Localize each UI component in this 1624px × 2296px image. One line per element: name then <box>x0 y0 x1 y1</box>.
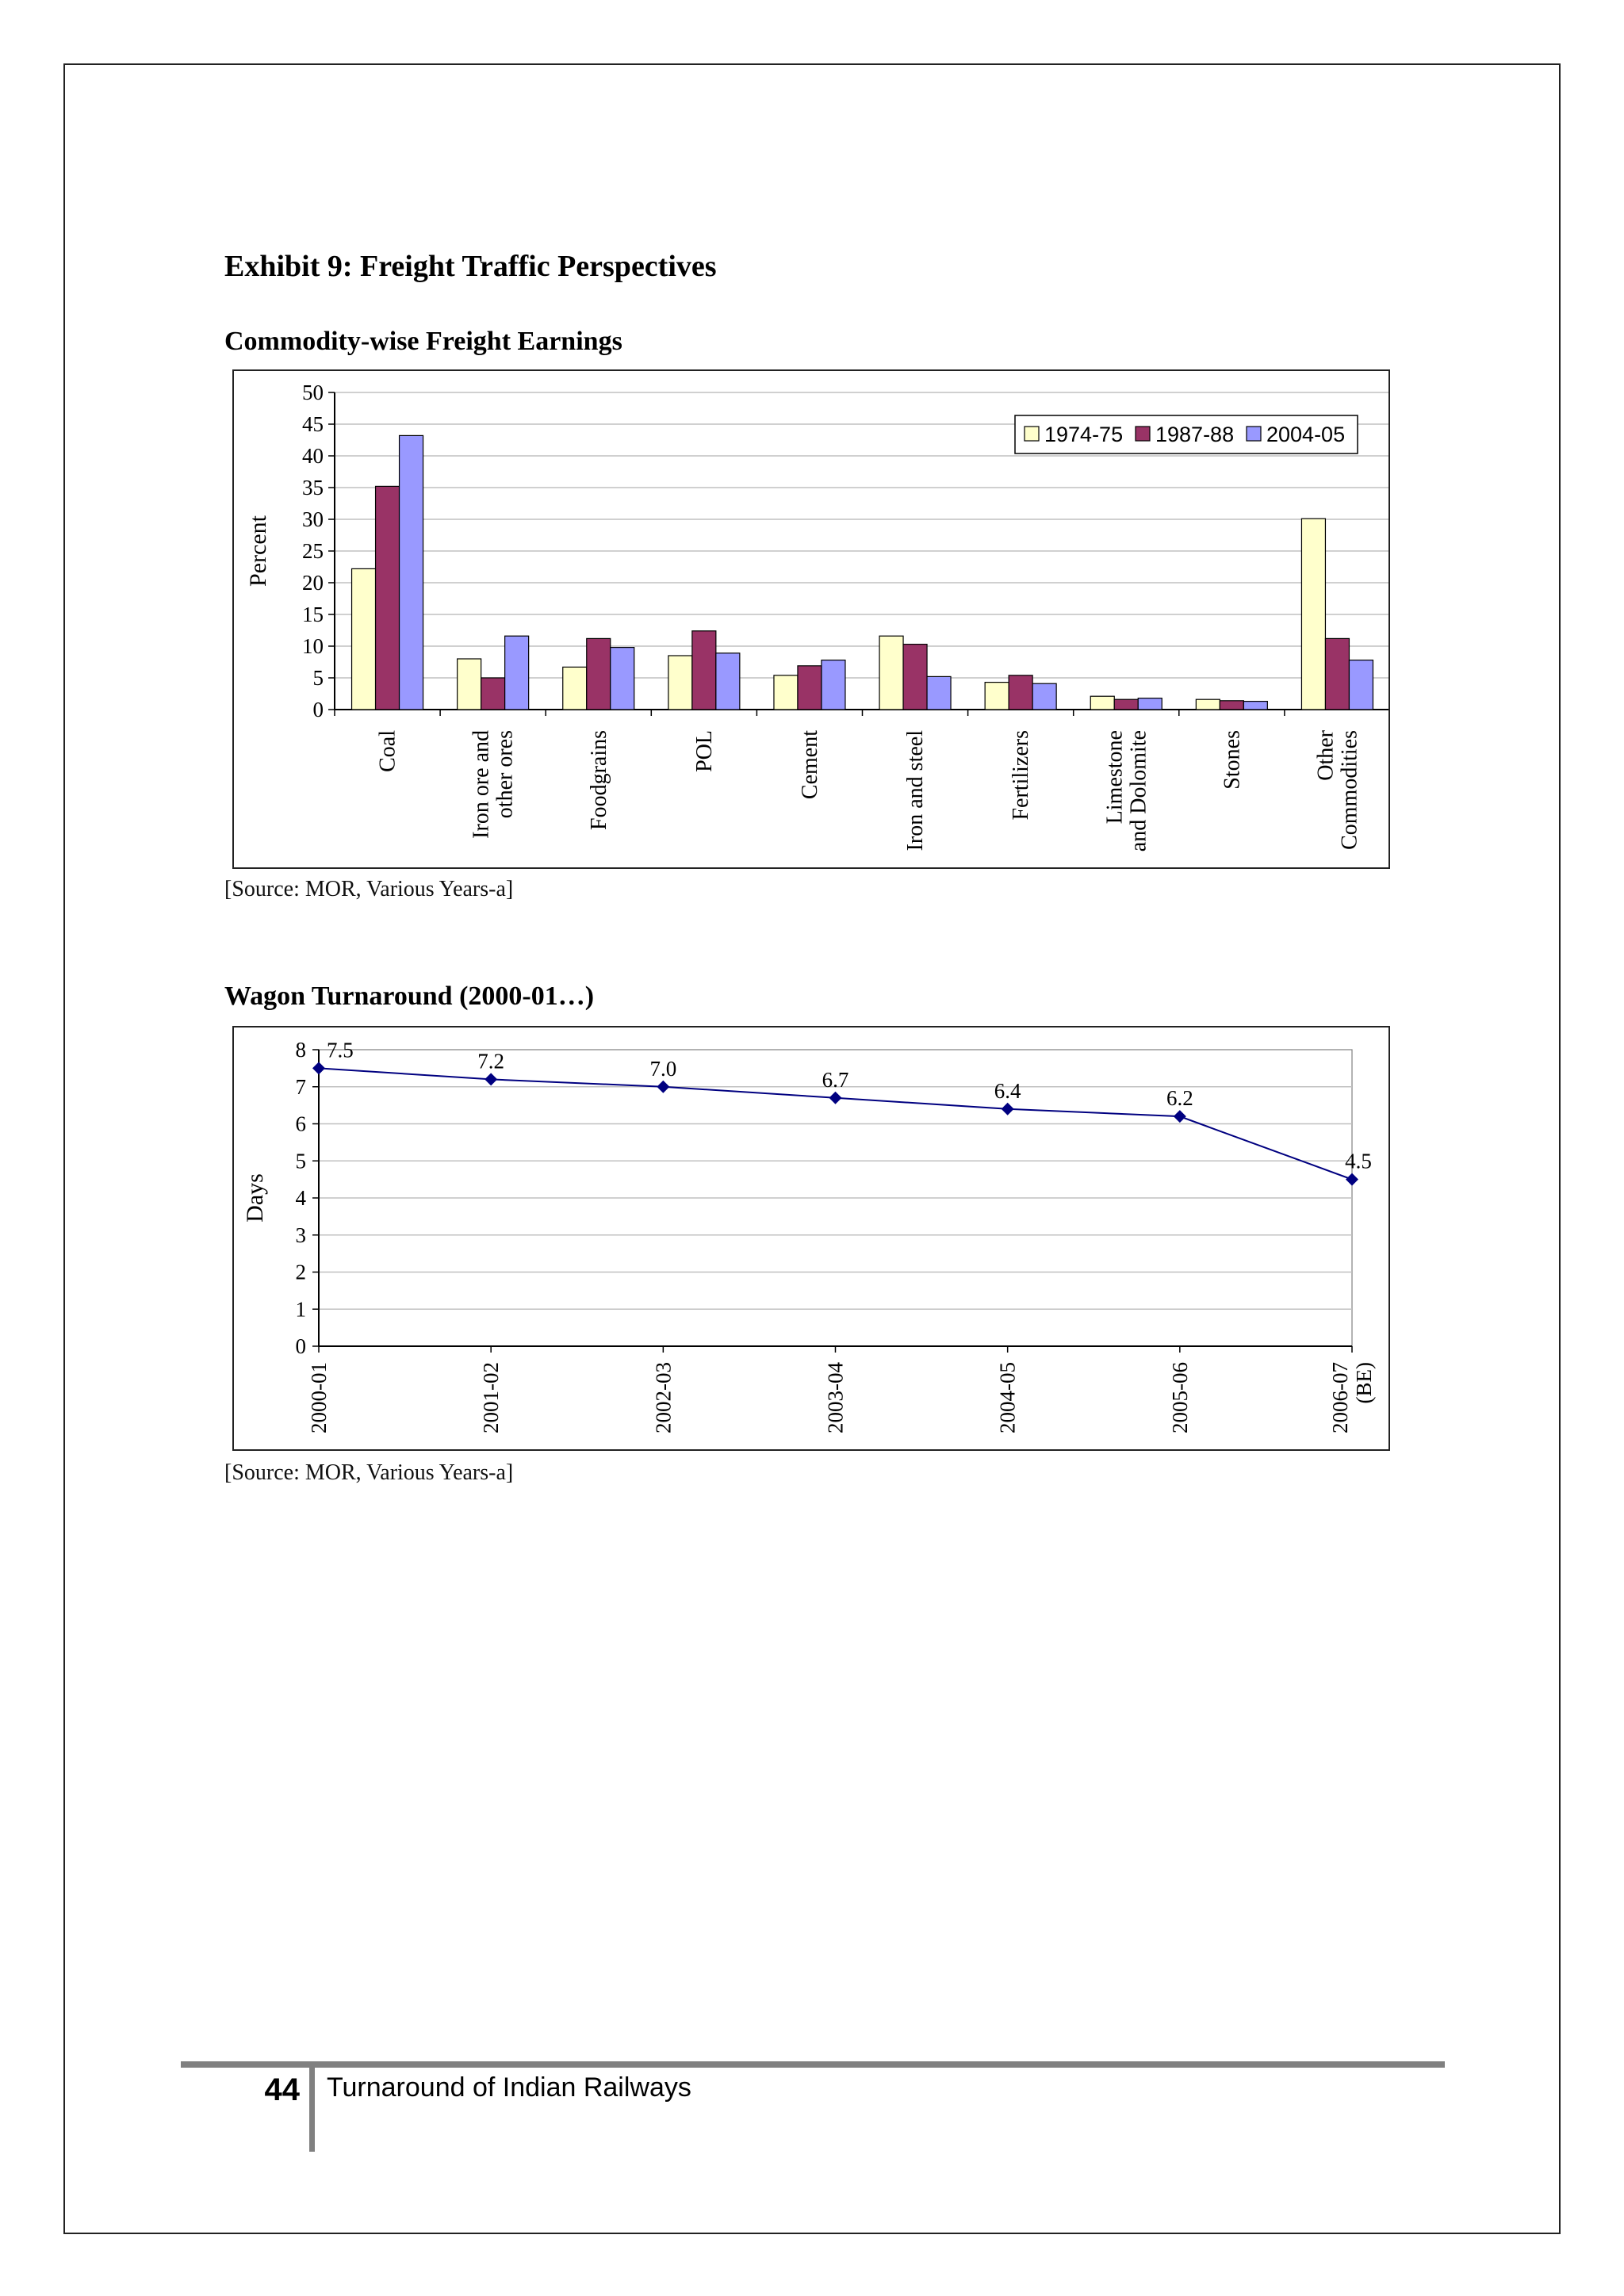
bar-category-label: Iron ore andother ores <box>469 730 518 839</box>
line-x-tick-label: 2004-05 <box>995 1362 1020 1433</box>
line-chart-source: [Source: MOR, Various Years-a] <box>224 1460 514 1485</box>
line-x-tick-label: 2001-02 <box>479 1362 504 1433</box>
line-y-tick-label: 7 <box>295 1074 306 1099</box>
bar-y-tick-label: 50 <box>302 381 324 404</box>
bar <box>692 631 716 710</box>
bar <box>352 568 376 710</box>
line-data-label: 6.2 <box>1166 1086 1193 1111</box>
bar-legend-label: 1987-88 <box>1155 423 1235 446</box>
bar-y-tick-label: 35 <box>302 476 324 499</box>
line-data-label: 6.7 <box>822 1067 849 1092</box>
bar <box>798 666 822 710</box>
bar-y-tick-label: 40 <box>302 444 324 468</box>
exhibit-title: Exhibit 9: Freight Traffic Perspectives <box>224 250 717 283</box>
bar-chart-title: Commodity-wise Freight Earnings <box>224 327 622 356</box>
bar <box>1009 675 1032 710</box>
line-data-label: 7.0 <box>649 1056 677 1081</box>
bar <box>927 676 951 710</box>
line-y-tick-label: 0 <box>295 1334 306 1358</box>
bar <box>587 638 611 710</box>
bar <box>1243 702 1267 710</box>
bar-category-label: Fertilizers <box>1009 730 1034 821</box>
bar-category-label: Coal <box>375 730 400 772</box>
bar <box>903 645 927 710</box>
bar-y-tick-label: 30 <box>302 507 324 531</box>
line-y-tick-label: 4 <box>295 1186 306 1210</box>
bar-y-tick-label: 0 <box>312 698 324 721</box>
line-x-tick-label: 2006-07(BE) <box>1328 1362 1376 1433</box>
bar-y-tick-label: 10 <box>302 634 324 658</box>
bar <box>611 648 634 710</box>
bar <box>458 659 481 710</box>
bar-y-tick-label: 25 <box>302 539 324 563</box>
line-chart <box>234 1027 1388 1449</box>
bar-chart-box <box>232 369 1390 869</box>
bar <box>376 486 400 710</box>
bar <box>563 667 587 710</box>
line-y-tick-label: 6 <box>295 1112 306 1136</box>
bar <box>1325 638 1349 710</box>
bar <box>1349 660 1373 710</box>
line-data-label: 4.5 <box>1345 1149 1372 1173</box>
bar <box>1032 683 1056 710</box>
page-number: 44 <box>264 2072 300 2107</box>
line-y-tick-label: 5 <box>295 1149 306 1173</box>
line-y-tick-label: 2 <box>295 1260 306 1284</box>
line-x-tick-label: 2005-06 <box>1167 1362 1192 1433</box>
bar-y-tick-label: 5 <box>312 666 324 690</box>
bar <box>1090 696 1114 710</box>
line-marker <box>1174 1110 1186 1123</box>
line-data-label: 7.2 <box>477 1049 505 1073</box>
line-marker <box>312 1062 325 1074</box>
line-marker <box>657 1081 669 1093</box>
bar-legend <box>1015 415 1358 453</box>
footer-rule <box>181 2061 1445 2068</box>
footer-title: Turnaround of Indian Railways <box>327 2072 691 2103</box>
line-y-tick-label: 3 <box>295 1223 306 1247</box>
bar <box>1301 519 1325 710</box>
bar-chart-source: [Source: MOR, Various Years-a] <box>224 877 514 901</box>
bar-chart <box>234 371 1388 867</box>
bar <box>1196 699 1220 710</box>
bar-category-label: OtherCommodities <box>1313 730 1362 850</box>
bar <box>505 636 529 710</box>
bar-category-label: POL <box>691 730 717 772</box>
bar <box>400 435 423 710</box>
line-y-axis-label: Days <box>242 1173 268 1223</box>
line-x-tick-label: 2003-04 <box>823 1362 848 1433</box>
bar-y-tick-label: 45 <box>302 412 324 436</box>
bar-legend-label: 1974-75 <box>1044 423 1124 446</box>
line-x-tick-label: 2000-01 <box>307 1362 331 1433</box>
line-y-tick-label: 8 <box>295 1038 306 1062</box>
line-marker <box>1002 1103 1014 1115</box>
bar-category-label: Stones <box>1220 730 1245 790</box>
bar-legend-label: 2004-05 <box>1266 423 1346 446</box>
line-chart-title: Wagon Turnaround (2000-01…) <box>224 982 595 1011</box>
bar-legend-swatch <box>1136 427 1150 441</box>
bar <box>716 653 740 710</box>
bar-legend-swatch <box>1025 427 1039 441</box>
bar <box>668 656 692 710</box>
bar-y-tick-label: 20 <box>302 571 324 595</box>
bar <box>879 636 903 710</box>
line-y-tick-label: 1 <box>295 1297 306 1322</box>
bar-category-label: Cement <box>797 730 822 800</box>
bar <box>774 675 798 710</box>
bar-category-label: Foodgrains <box>586 730 611 830</box>
bar-category-label: Iron and steel <box>903 730 929 851</box>
line-data-label: 7.5 <box>327 1038 354 1062</box>
bar <box>822 660 845 710</box>
bar <box>1138 698 1162 710</box>
line-chart-box <box>232 1026 1390 1451</box>
line-marker <box>829 1092 842 1104</box>
line-data-label: 6.4 <box>994 1078 1021 1103</box>
bar-category-label: Limestoneand Dolomite <box>1102 730 1151 852</box>
bar <box>481 678 505 710</box>
bar <box>1220 701 1243 710</box>
footer-divider <box>309 2066 315 2152</box>
bar <box>985 683 1009 710</box>
line-x-tick-label: 2002-03 <box>651 1362 676 1433</box>
bar-legend-swatch <box>1247 427 1261 441</box>
bar-y-axis-label: Percent <box>245 515 271 587</box>
line-marker <box>1346 1173 1358 1186</box>
bar-y-tick-label: 15 <box>302 603 324 626</box>
bar <box>1114 699 1138 710</box>
line-marker <box>485 1073 497 1085</box>
